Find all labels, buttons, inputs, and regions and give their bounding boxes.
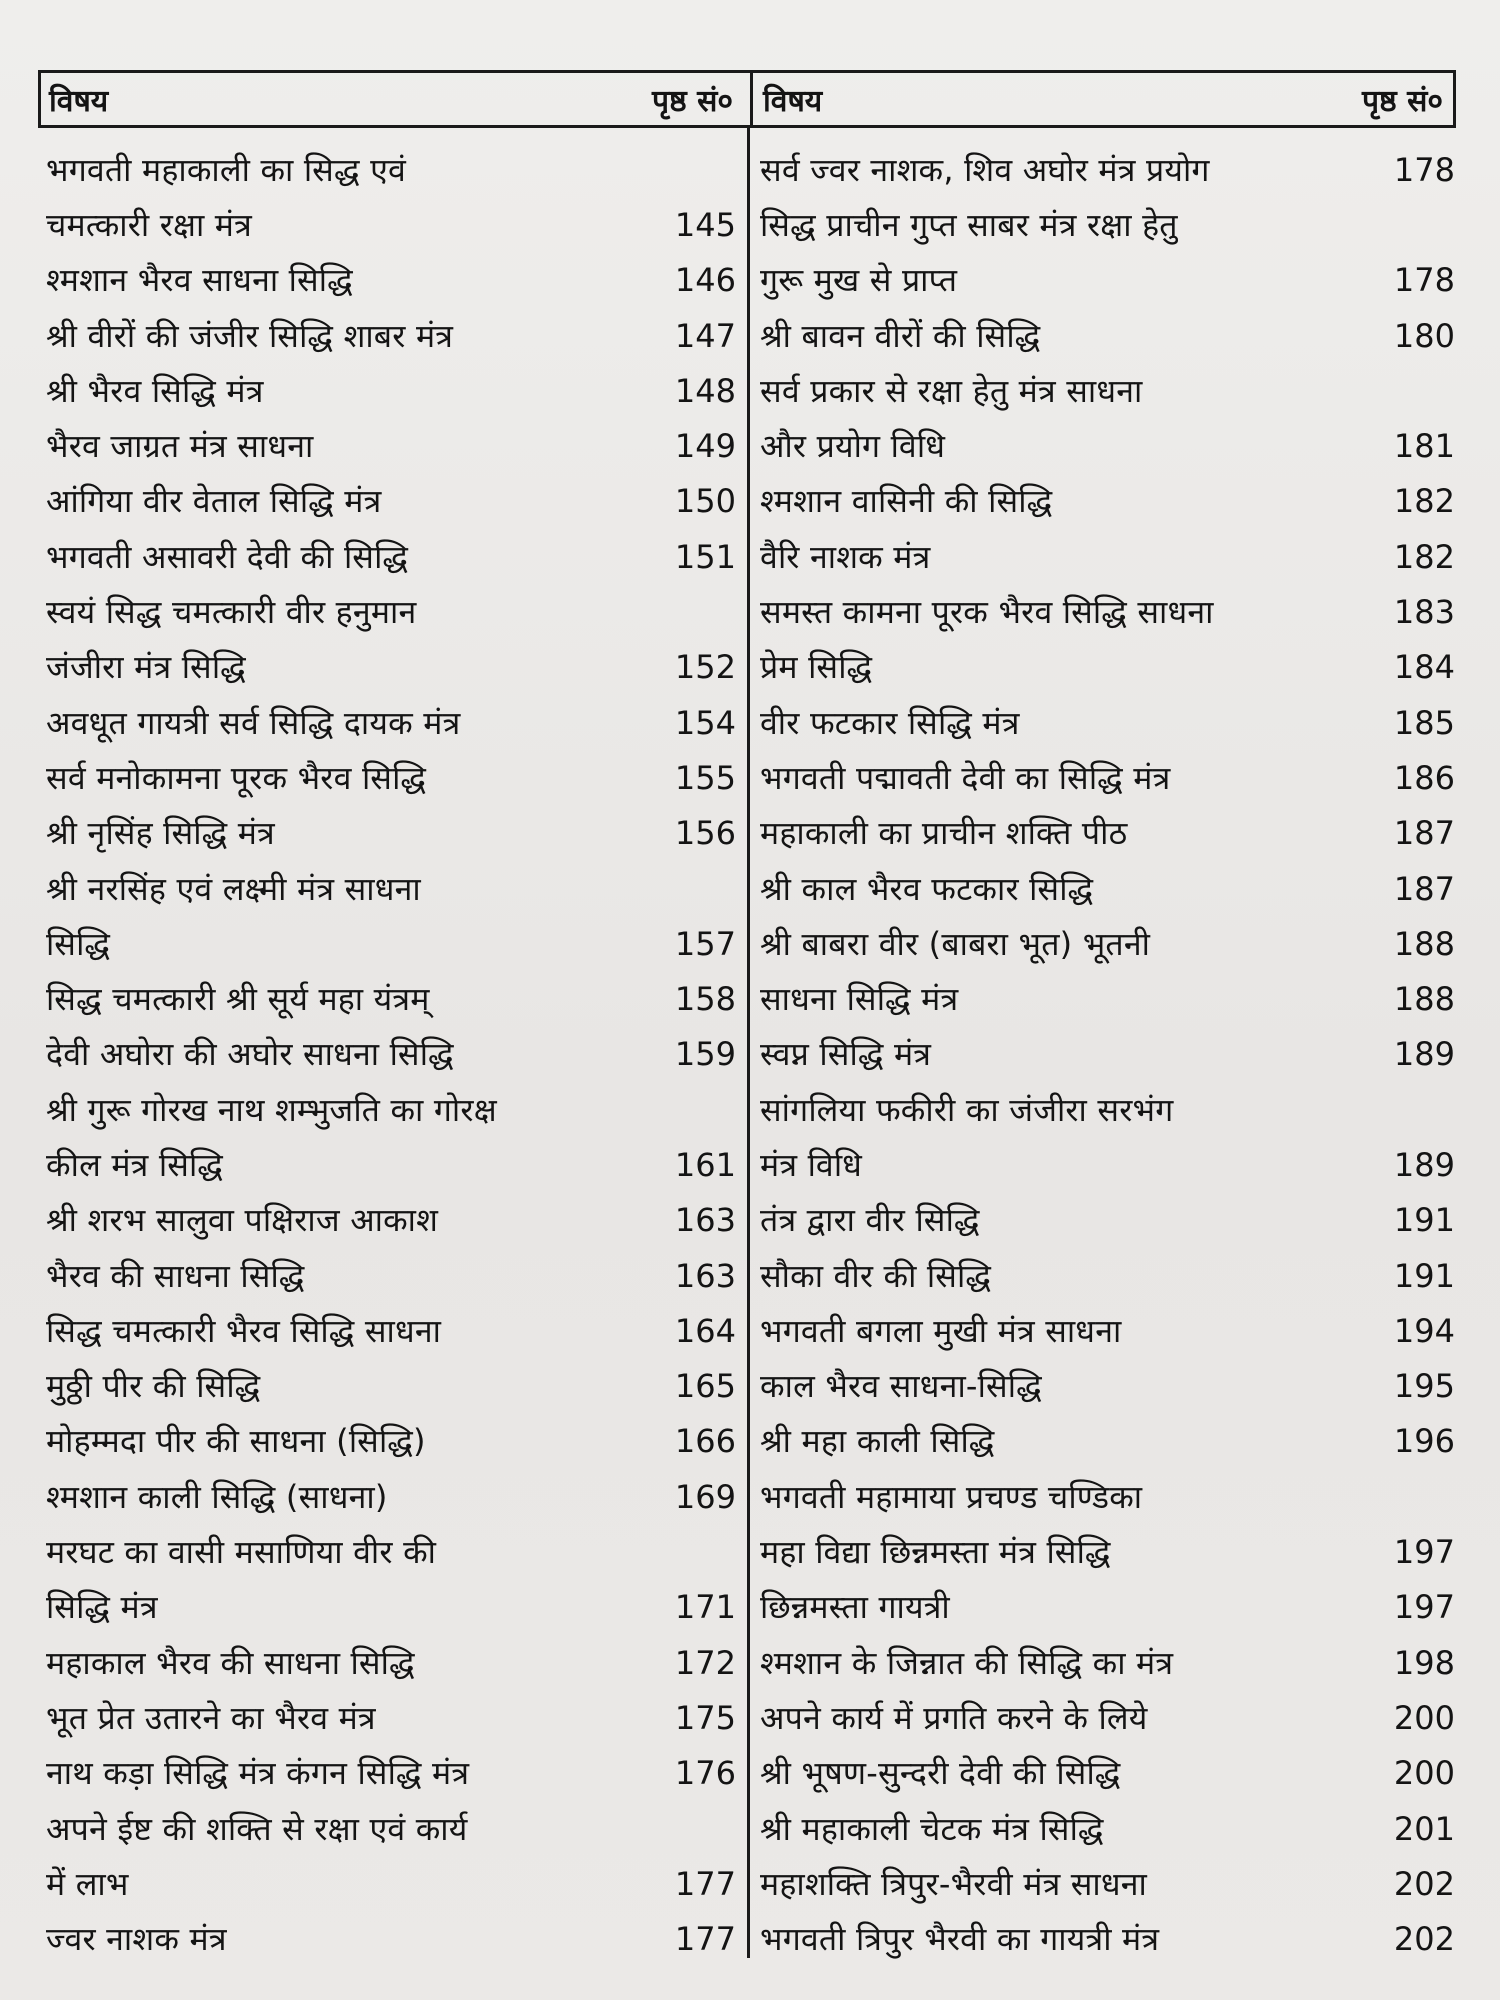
toc-page-number: 197 xyxy=(1393,1533,1455,1572)
toc-row xyxy=(46,1635,736,1690)
toc-subject: साधना सिद्धि मंत्र xyxy=(760,980,959,1019)
toc-page-number: 171 xyxy=(674,1588,736,1627)
toc-subject: सिद्ध प्राचीन गुप्त साबर मंत्र रक्षा हेतु xyxy=(760,205,1178,244)
toc-page-number: 189 xyxy=(1393,1145,1455,1184)
toc-row xyxy=(46,750,736,805)
toc-subject: स्वयं सिद्ध चमत्कारी वीर हनुमान xyxy=(46,593,417,632)
toc-row xyxy=(760,1303,1455,1358)
toc-row xyxy=(46,529,736,584)
toc-subject: श्री बाबरा वीर (बाबरा भूत) भूतनी xyxy=(760,924,1151,963)
toc-row xyxy=(46,1137,736,1192)
toc-subject: ज्वर नाशक मंत्र xyxy=(46,1920,227,1959)
toc-page-number: 145 xyxy=(674,205,736,244)
toc-subject: देवी अघोरा की अघोर साधना सिद्धि xyxy=(46,1035,454,1074)
toc-subject: मोहम्मदा पीर की साधना (सिद्धि) xyxy=(46,1422,426,1461)
toc-row xyxy=(760,1469,1455,1524)
toc-page-number: 185 xyxy=(1393,703,1455,742)
toc-page-number: 198 xyxy=(1393,1643,1455,1682)
toc-subject: सिद्धि xyxy=(46,924,111,963)
toc-subject: श्मशान के जिन्नात की सिद्धि का मंत्र xyxy=(760,1643,1174,1682)
header-right-page: पृष्ठ सं० xyxy=(1361,83,1443,119)
toc-page-number: 177 xyxy=(674,1864,736,1903)
header-left-page: पृष्ठ सं० xyxy=(651,83,733,119)
toc-subject: सिद्धि मंत्र xyxy=(46,1588,158,1627)
toc-subject: आंगिया वीर वेताल सिद्धि मंत्र xyxy=(46,482,382,521)
toc-row xyxy=(46,1469,736,1524)
toc-subject: सिद्ध चमत्कारी श्री सूर्य महा यंत्रम् xyxy=(46,980,430,1019)
toc-page-number: 166 xyxy=(674,1422,736,1461)
toc-row xyxy=(46,1193,736,1248)
header-right xyxy=(763,73,1449,125)
toc-page-number: 169 xyxy=(674,1477,736,1516)
toc-subject: अपने ईष्ट की शक्ति से रक्षा एवं कार्य xyxy=(46,1809,468,1848)
toc-page-number: 186 xyxy=(1393,758,1455,797)
toc-subject: में लाभ xyxy=(46,1864,129,1903)
toc-row xyxy=(760,1137,1455,1192)
toc-row xyxy=(46,584,736,639)
toc-subject: कील मंत्र सिद्धि xyxy=(46,1145,224,1184)
toc-subject: श्री महा काली सिद्धि xyxy=(760,1422,995,1461)
right-column-list xyxy=(760,142,1455,1967)
toc-row xyxy=(760,640,1455,695)
toc-page-number: 154 xyxy=(674,703,736,742)
toc-row xyxy=(760,1580,1455,1635)
toc-subject: सर्व प्रकार से रक्षा हेतु मंत्र साधना xyxy=(760,371,1143,410)
toc-row xyxy=(46,1414,736,1469)
left-column-list xyxy=(46,142,736,1967)
toc-row xyxy=(760,363,1455,418)
toc-row xyxy=(760,1359,1455,1414)
header-left xyxy=(49,73,739,125)
toc-page-number: 201 xyxy=(1393,1809,1455,1848)
toc-page-number: 182 xyxy=(1393,482,1455,521)
toc-page-number: 165 xyxy=(674,1367,736,1406)
toc-page-number: 150 xyxy=(674,482,736,521)
toc-subject: मुठ्ठी पीर की सिद्धि xyxy=(46,1367,261,1406)
toc-page-number: 146 xyxy=(674,261,736,300)
toc-subject: श्री नृसिंह सिद्धि मंत्र xyxy=(46,814,275,853)
toc-subject: श्मशान काली सिद्धि (साधना) xyxy=(46,1477,388,1516)
toc-page-number: 183 xyxy=(1393,593,1455,632)
toc-subject: चमत्कारी रक्षा मंत्र xyxy=(46,205,253,244)
toc-subject: वैरि नाशक मंत्र xyxy=(760,537,931,576)
toc-page-number: 172 xyxy=(674,1643,736,1682)
header-left-subject: विषय xyxy=(49,83,109,119)
toc-subject: समस्त कामना पूरक भैरव सिद्धि साधना xyxy=(760,593,1214,632)
toc-row xyxy=(760,695,1455,750)
toc-subject: भगवती बगला मुखी मंत्र साधना xyxy=(760,1311,1122,1350)
header-right-subject: विषय xyxy=(763,83,823,119)
toc-page-number: 158 xyxy=(674,980,736,1019)
toc-page-number: 178 xyxy=(1393,150,1455,189)
toc-subject: सांगलिया फकीरी का जंजीरा सरभंग xyxy=(760,1090,1174,1129)
toc-page-number: 191 xyxy=(1393,1201,1455,1240)
toc-page-number: 149 xyxy=(674,427,736,466)
toc-row xyxy=(760,584,1455,639)
toc-subject: श्री काल भैरव फटकार सिद्धि xyxy=(760,869,1094,908)
toc-row xyxy=(46,1027,736,1082)
toc-page-number: 197 xyxy=(1393,1588,1455,1627)
toc-page-number: 175 xyxy=(674,1698,736,1737)
toc-subject: श्री शरभ सालुवा पक्षिराज आकाश xyxy=(46,1201,439,1240)
toc-subject: भगवती त्रिपुर भैरवी का गायत्री मंत्र xyxy=(760,1920,1160,1959)
toc-row xyxy=(760,861,1455,916)
toc-subject: छिन्नमस्ता गायत्री xyxy=(760,1588,950,1627)
toc-subject: सर्व ज्वर नाशक, शिव अघोर मंत्र प्रयोग xyxy=(760,150,1210,189)
toc-subject: श्री गुरू गोरख नाथ शम्भुजति का गोरक्ष xyxy=(46,1090,497,1129)
toc-subject: महाकाली का प्राचीन शक्ति पीठ xyxy=(760,814,1128,853)
toc-row xyxy=(46,1082,736,1137)
toc-subject: वीर फटकार सिद्धि मंत्र xyxy=(760,703,1020,742)
toc-subject: श्री नरसिंह एवं लक्ष्मी मंत्र साधना xyxy=(46,869,421,908)
toc-page-number: 178 xyxy=(1393,261,1455,300)
toc-page-number: 188 xyxy=(1393,980,1455,1019)
toc-subject: महा विद्या छिन्नमस्ता मंत्र सिद्धि xyxy=(760,1533,1111,1572)
toc-subject: भूत प्रेत उतारने का भैरव मंत्र xyxy=(46,1698,376,1737)
toc-row xyxy=(46,1801,736,1856)
toc-row xyxy=(46,1856,736,1911)
toc-row xyxy=(760,1912,1455,1967)
column-divider xyxy=(747,128,750,1958)
toc-subject: स्वप्न सिद्धि मंत्र xyxy=(760,1035,932,1074)
toc-subject: सौका वीर की सिद्धि xyxy=(760,1256,992,1295)
toc-row xyxy=(760,142,1455,197)
toc-subject: श्री वीरों की जंजीर सिद्धि शाबर मंत्र xyxy=(46,316,454,355)
toc-subject: श्मशान वासिनी की सिद्धि xyxy=(760,482,1053,521)
toc-row xyxy=(46,695,736,750)
toc-page-number: 200 xyxy=(1393,1754,1455,1793)
toc-page-number: 148 xyxy=(674,371,736,410)
toc-subject: भैरव की साधना सिद्धि xyxy=(46,1256,305,1295)
toc-subject: जंजीरा मंत्र सिद्धि xyxy=(46,648,246,687)
toc-row xyxy=(760,806,1455,861)
toc-row xyxy=(46,1912,736,1967)
toc-page-number: 177 xyxy=(674,1920,736,1959)
toc-subject: प्रेम सिद्धि xyxy=(760,648,873,687)
toc-row xyxy=(760,1635,1455,1690)
toc-page-number: 202 xyxy=(1393,1920,1455,1959)
toc-row xyxy=(760,1690,1455,1745)
toc-subject: श्री महाकाली चेटक मंत्र सिद्धि xyxy=(760,1809,1104,1848)
toc-page-number: 202 xyxy=(1393,1864,1455,1903)
toc-row xyxy=(760,1027,1455,1082)
toc-row xyxy=(46,308,736,363)
toc-row xyxy=(760,529,1455,584)
toc-page-number: 151 xyxy=(674,537,736,576)
toc-page-number: 188 xyxy=(1393,924,1455,963)
header-divider xyxy=(750,73,753,125)
toc-page-number: 161 xyxy=(674,1145,736,1184)
toc-page-number: 195 xyxy=(1393,1367,1455,1406)
toc-subject: मरघट का वासी मसाणिया वीर की xyxy=(46,1533,437,1572)
toc-row xyxy=(760,418,1455,473)
toc-subject: श्मशान भैरव साधना सिद्धि xyxy=(46,261,353,300)
toc-row xyxy=(46,1248,736,1303)
toc-row xyxy=(46,142,736,197)
toc-page-number: 200 xyxy=(1393,1698,1455,1737)
toc-row xyxy=(46,971,736,1026)
toc-subject: अवधूत गायत्री सर्व सिद्धि दायक मंत्र xyxy=(46,703,461,742)
toc-row xyxy=(46,253,736,308)
toc-row xyxy=(760,474,1455,529)
toc-row xyxy=(760,971,1455,1026)
toc-subject: सर्व मनोकामना पूरक भैरव सिद्धि xyxy=(46,758,427,797)
toc-page-number: 157 xyxy=(674,924,736,963)
toc-subject: भगवती महामाया प्रचण्ड चण्डिका xyxy=(760,1477,1143,1516)
toc-row xyxy=(46,1359,736,1414)
toc-page-number: 187 xyxy=(1393,869,1455,908)
toc-row xyxy=(760,916,1455,971)
toc-row xyxy=(46,916,736,971)
toc-row xyxy=(46,474,736,529)
toc-page-number: 163 xyxy=(674,1201,736,1240)
toc-page-number: 189 xyxy=(1393,1035,1455,1074)
toc-row xyxy=(46,1580,736,1635)
toc-row xyxy=(46,418,736,473)
toc-page-number: 156 xyxy=(674,814,736,853)
toc-row xyxy=(760,1746,1455,1801)
toc-subject: और प्रयोग विधि xyxy=(760,427,946,466)
toc-page-number: 182 xyxy=(1393,537,1455,576)
toc-subject: भगवती महाकाली का सिद्ध एवं xyxy=(46,150,407,189)
toc-page-number: 163 xyxy=(674,1256,736,1295)
toc-page-number: 176 xyxy=(674,1754,736,1793)
toc-page-number: 147 xyxy=(674,316,736,355)
toc-page-number: 155 xyxy=(674,758,736,797)
toc-page-number: 159 xyxy=(674,1035,736,1074)
toc-subject: भैरव जाग्रत मंत्र साधना xyxy=(46,427,314,466)
toc-row xyxy=(46,197,736,252)
toc-subject: श्री भैरव सिद्धि मंत्र xyxy=(46,371,264,410)
toc-row xyxy=(760,308,1455,363)
toc-row xyxy=(760,253,1455,308)
toc-subject: भगवती असावरी देवी की सिद्धि xyxy=(46,537,409,576)
toc-subject: तंत्र द्वारा वीर सिद्धि xyxy=(760,1201,980,1240)
toc-subject: श्री बावन वीरों की सिद्धि xyxy=(760,316,1041,355)
toc-subject: महाशक्ति त्रिपुर-भैरवी मंत्र साधना xyxy=(760,1864,1148,1903)
toc-row xyxy=(46,640,736,695)
toc-page-number: 184 xyxy=(1393,648,1455,687)
toc-page-number: 187 xyxy=(1393,814,1455,853)
toc-row xyxy=(46,806,736,861)
toc-row xyxy=(46,1746,736,1801)
toc-subject: मंत्र विधि xyxy=(760,1145,863,1184)
toc-row xyxy=(46,861,736,916)
toc-row xyxy=(760,1193,1455,1248)
toc-subject: काल भैरव साधना-सिद्धि xyxy=(760,1367,1042,1406)
toc-row xyxy=(46,1303,736,1358)
toc-subject: सिद्ध चमत्कारी भैरव सिद्धि साधना xyxy=(46,1311,442,1350)
toc-row xyxy=(760,1801,1455,1856)
toc-subject: श्री भूषण-सुन्दरी देवी की सिद्धि xyxy=(760,1754,1121,1793)
toc-page-number: 194 xyxy=(1393,1311,1455,1350)
toc-row xyxy=(760,1082,1455,1137)
toc-row xyxy=(46,1524,736,1579)
toc-subject: भगवती पद्मावती देवी का सिद्धि मंत्र xyxy=(760,758,1171,797)
toc-row xyxy=(760,1524,1455,1579)
toc-row xyxy=(760,1414,1455,1469)
toc-row xyxy=(760,750,1455,805)
toc-subject: गुरू मुख से प्राप्त xyxy=(760,261,958,300)
toc-row xyxy=(46,363,736,418)
toc-page-number: 181 xyxy=(1393,427,1455,466)
toc-page-number: 196 xyxy=(1393,1422,1455,1461)
toc-subject: अपने कार्य में प्रगति करने के लिये xyxy=(760,1698,1148,1737)
table-header xyxy=(38,70,1456,128)
toc-row xyxy=(760,1248,1455,1303)
toc-row xyxy=(760,197,1455,252)
toc-page-number: 191 xyxy=(1393,1256,1455,1295)
toc-page-number: 164 xyxy=(674,1311,736,1350)
toc-row xyxy=(46,1690,736,1745)
toc-subject: महाकाल भैरव की साधना सिद्धि xyxy=(46,1643,415,1682)
toc-subject: नाथ कड़ा सिद्धि मंत्र कंगन सिद्धि मंत्र xyxy=(46,1754,470,1793)
toc-page-number: 180 xyxy=(1393,316,1455,355)
toc-row xyxy=(760,1856,1455,1911)
toc-page-number: 152 xyxy=(674,648,736,687)
